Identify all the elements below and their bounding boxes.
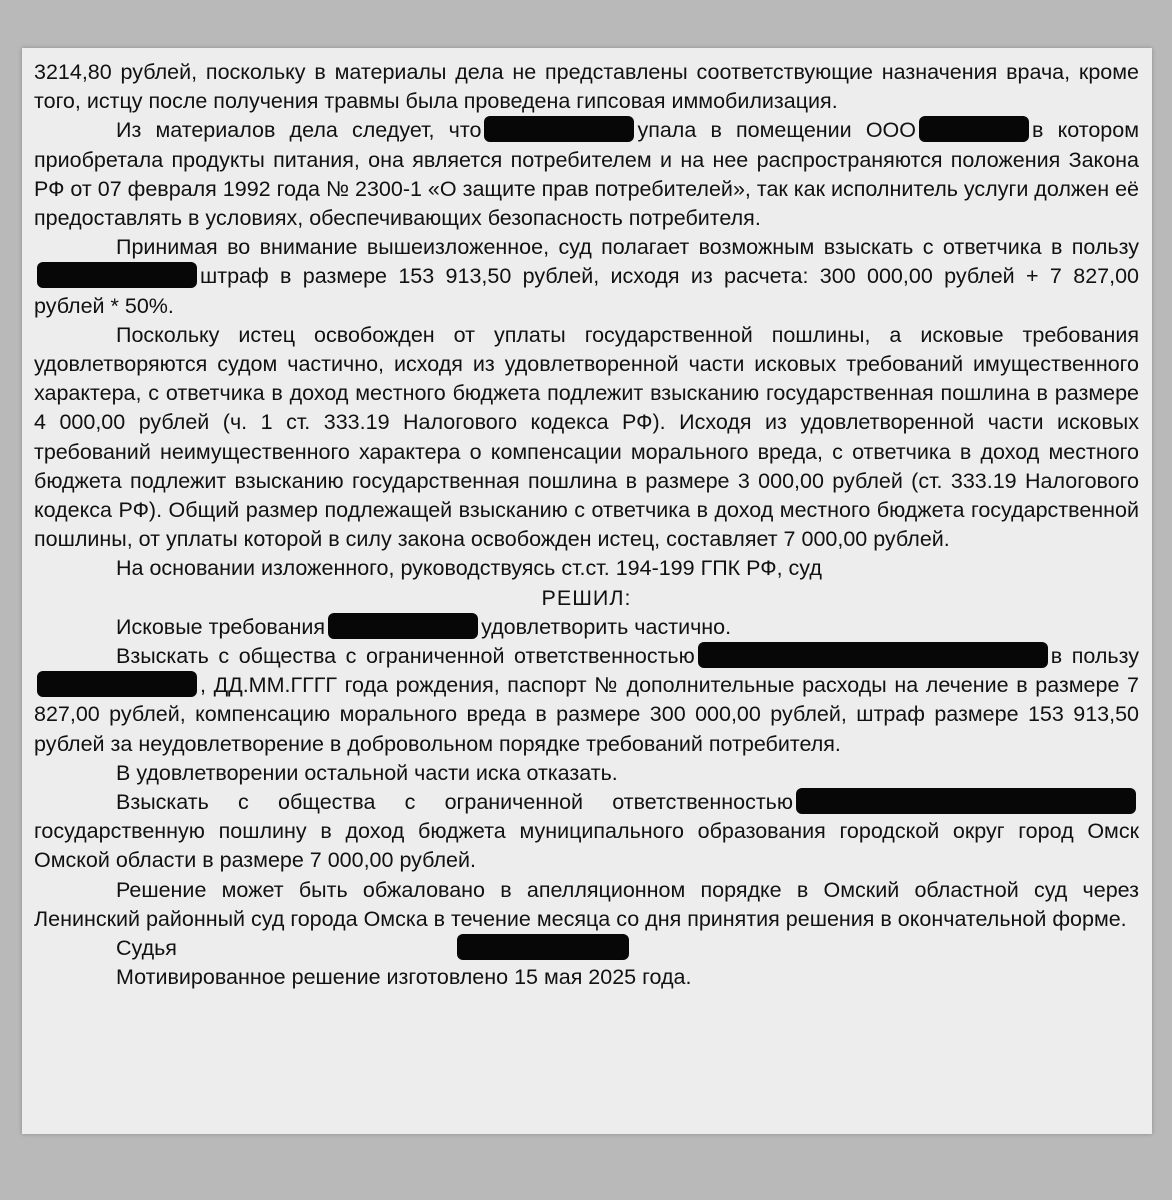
paragraph-11: Мотивированное решение изготовлено 15 мая 2025 года.: [116, 965, 692, 990]
redaction-block: [37, 671, 197, 697]
redaction-block: [919, 116, 1029, 142]
redaction-block: [457, 934, 629, 960]
redaction-block: [698, 642, 1048, 668]
paragraph-4: Поскольку истец освобожден от уплаты государственной пошлины, а исковые требования удовлетворяются судом частично, исходя из удовлетворенной части исковых требований имущественного характера, с ответчика в доход местного бюджета подлежит взысканию государственная пошлина в размере 4 000,00 рублей (ч. 1 ст. 333.19 Налогового кодекса РФ). Исходя из удовлетворенной части исковых требований неимущественного характера о компенсации морального вреда, с ответчика в доход местного бюджета подлежит взысканию государственная пошлина в размере 3 000,00 рублей (ст. 333.19 Налогового кодекса РФ). Общий размер подлежащей взысканию с ответчика в доход местного бюджета государственной пошлины, от уплаты которой в силу закона освобожден истец, составляет 7 000,00 рублей.: [34, 322, 1139, 552]
paragraph-5: На основании изложенного, руководствуясь ст.ст. 194-199 ГПК РФ, суд: [116, 556, 822, 581]
redaction-block: [37, 262, 197, 288]
judge-signature-line: Судья: [34, 934, 1139, 963]
redaction-block: [484, 116, 634, 142]
document-body: [34, 58, 1139, 993]
paragraph-9: Взыскать с общества с ограниченной ответственностьюгосударственную пошлину в доход бюджета муниципального образования городской округ город Омск Омской области в размере 7 000,00 рублей.: [34, 790, 1139, 873]
paragraph-6: Исковые требования удовлетворить частично.: [116, 614, 732, 639]
paragraph-2: Из материалов дела следует, что упала в помещении ООО в котором приобретала продукты питания, она является потребителем и на нее распространяются положения Закона РФ от 07 февраля 1992 года № 2300-1 «О защите прав потребителей», так как исполнитель услуги должен её предоставлять в условиях, обеспечивающих безопасность потребителя.: [34, 118, 1139, 231]
redaction-block: [328, 613, 478, 639]
paragraph-3: Принимая во внимание вышеизложенное, суд полагает возможным взыскать с ответчика в пользуштраф в размере 153 913,50 рублей, исходя из расчета: 300 000,00 рублей + 7 827,00 рублей * 50%.: [34, 235, 1139, 318]
paragraph-8: В удовлетворении остальной части иска отказать.: [116, 760, 618, 785]
redaction-block: [796, 788, 1136, 814]
paragraph-7: Взыскать с общества с ограниченной ответственностью в пользу, ДД.ММ.ГГГГ года рождения, паспорт № дополнительные расходы на лечение в размере 7 827,00 рублей, компенсацию морального вреда в размере 300 000,00 рублей, штраф размере 153 913,50 рублей за неудовлетворение в добровольном порядке требований потребителя.: [34, 644, 1139, 756]
paragraph-10: Решение может быть обжаловано в апелляционном порядке в Омский областной суд через Ленинский районный суд города Омска в течение месяца со дня принятия решения в окончательной форме.: [34, 877, 1139, 931]
document-page: [22, 48, 1152, 1134]
decision-heading: РЕШИЛ:: [541, 585, 632, 610]
paragraph-1: 3214,80 рублей, поскольку в материалы дела не представлены соответствующие назначения врача, кроме того, истцу после получения травмы была проведена гипсовая иммобилизация.: [34, 60, 1139, 114]
